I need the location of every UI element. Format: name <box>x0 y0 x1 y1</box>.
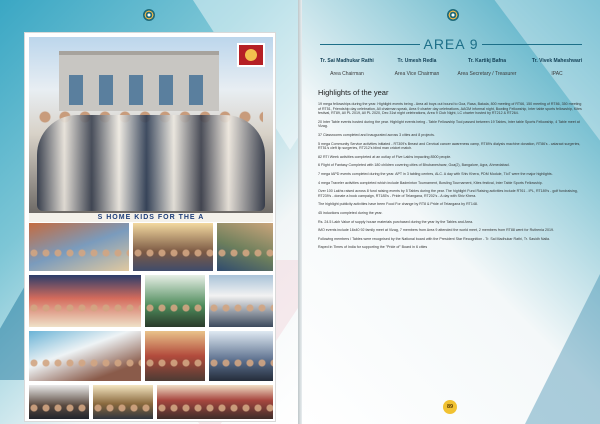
highlight-paragraph: 7 mega IAPD events completed during the year. APT in 3 tabling centres, ALC. A day with Shiv Khera, PDM Module, TIoT were the major highlights. <box>318 171 553 176</box>
divider <box>482 44 582 45</box>
highlight-paragraph: Rs. 24.5 Lakh Value of supply house materials purchased during the year by the Tables and Area. <box>318 219 474 224</box>
event-photo <box>217 223 273 271</box>
highlight-paragraph: 45 inductions completed during the year. <box>318 210 383 215</box>
officer-name: Tr. Vivek Maheshwari <box>531 58 583 64</box>
page-number: 89 <box>443 400 457 414</box>
officer-card <box>382 58 452 77</box>
officer-name: Tr. Umesh Redla <box>397 58 437 64</box>
event-photo <box>145 331 205 381</box>
officer-name: Tr. Sai Madhukar Rathi <box>320 58 374 64</box>
event-photo <box>29 275 141 327</box>
event-photo <box>133 223 213 271</box>
officer-card <box>312 58 382 77</box>
banner-text: S HOME KIDS FOR THE A <box>29 213 273 222</box>
event-photo <box>29 223 129 271</box>
officer-card <box>522 58 592 77</box>
highlight-paragraph: IMO events include 16x40 92 family meet at Vizag, 7 members from Area 9 attended the world meet, 2 members from RT88 went for Ruthenia 2019. <box>318 228 554 233</box>
highlight-paragraph: Over 100 Lakhs raised across 8 fund raising events by 5 Tables during the year. The highlight Fund Raising activities include RT61 - IPL, RT189's - golf fundraising, RT239's - donate a book campaign, RT185's - Pride of Telangana, RT202's - A day with Shiv Khera. <box>318 189 578 198</box>
highlight-paragraph: 37 Classrooms completed and inaugurated across 3 cities and 8 projects. <box>318 132 435 137</box>
divider <box>320 44 420 45</box>
highlight-paragraph: 19 mega fellowships during the year. Highlight events being - Area all boys out bound to Goa, Rasa, Bakala, 800 meeting of RT66, 150 meeting of RT86, 350 meeting of RT51, Friendship day celebration, All chairman speak, Area 9 charter day celebrations, AAGM informal night, Bowling Fellowship, Inter table sports fellowship, Kites festival, RT89, All PL 2019, All PL 2020, Dec 31st night celebrations, Area 9 Club Night, LC charter hosted by RT212 & RT264. <box>318 102 582 116</box>
event-photo <box>29 331 141 381</box>
highlight-paragraph: The highlight publicity activities have been Food For change by RT8 & Pride of Telangana by RT148. <box>318 202 478 207</box>
officer-role: Area Chairman <box>330 71 364 77</box>
round-table-emblem-icon <box>447 9 459 21</box>
decor-triangle <box>522 230 600 424</box>
photo-collage <box>24 32 276 422</box>
event-photo <box>157 385 273 419</box>
highlight-paragraph: 4 mega Traveler activities completed which include Badminton Tournament, Bowling Tournament, Kites festival, Inter Table Sports Fellowship. <box>318 180 543 185</box>
page-title: AREA 9 <box>423 36 479 52</box>
group-photo <box>29 37 273 213</box>
event-photo <box>209 275 273 327</box>
highlight-paragraph: Following members / Tables were recognised by the National board with the President Star Recognition - Tr. Sai Madhukar Rathi, Tr. Sasidh Naila. <box>318 236 551 241</box>
round-table-emblem-icon <box>143 9 155 21</box>
left-page <box>0 0 298 424</box>
highlight-paragraph: 5 mega Community Service activities initiated - RT309's Breast and Cervical cancer awareness camp, RT89's dialysis machine donation, RT86's - cataract surgeries, RT51's cleft lip surgeries, RT212's blind man cricket match. <box>318 141 581 151</box>
officer-role: Area Vice Chairman <box>394 71 440 77</box>
officer-role: Area Secretary / Treasurer <box>457 71 517 77</box>
officer-name: Tr. Kartikj Bafna <box>467 58 507 64</box>
highlight-paragraph: Raped in Times of India for supporting the "Pride of" Board in 6 cities <box>318 245 428 250</box>
highlights-heading: Highlights of the year <box>318 88 389 97</box>
area-title <box>302 36 600 54</box>
right-page <box>302 0 600 424</box>
event-photo <box>93 385 153 419</box>
building-image <box>59 51 219 111</box>
logo-badge <box>237 43 265 67</box>
people-group <box>37 115 265 211</box>
highlight-paragraph: 82 RTI Week activities completed at an outlay of Five Lakhs impacting 8500 people. <box>318 154 452 159</box>
officer-card <box>452 58 522 77</box>
event-photo <box>209 331 273 381</box>
highlight-paragraph: 20 Inter Table events hosted during the year. Highlight events being - Table Fellowship Tool passed between 19 Tables, Inter table Sports Fellowship, 4 Table meet at Vizag. <box>318 119 580 129</box>
event-photo <box>145 275 205 327</box>
highlights-list <box>318 102 584 254</box>
officer-role: IPAC <box>551 71 563 77</box>
highlight-paragraph: 6 Flight of Fantasy Completed with 180 children covering cities of Bhubaneshwar, Goa(2), Bangalore, Agra, Ahmedabad. <box>318 163 510 168</box>
event-photo <box>29 385 89 419</box>
